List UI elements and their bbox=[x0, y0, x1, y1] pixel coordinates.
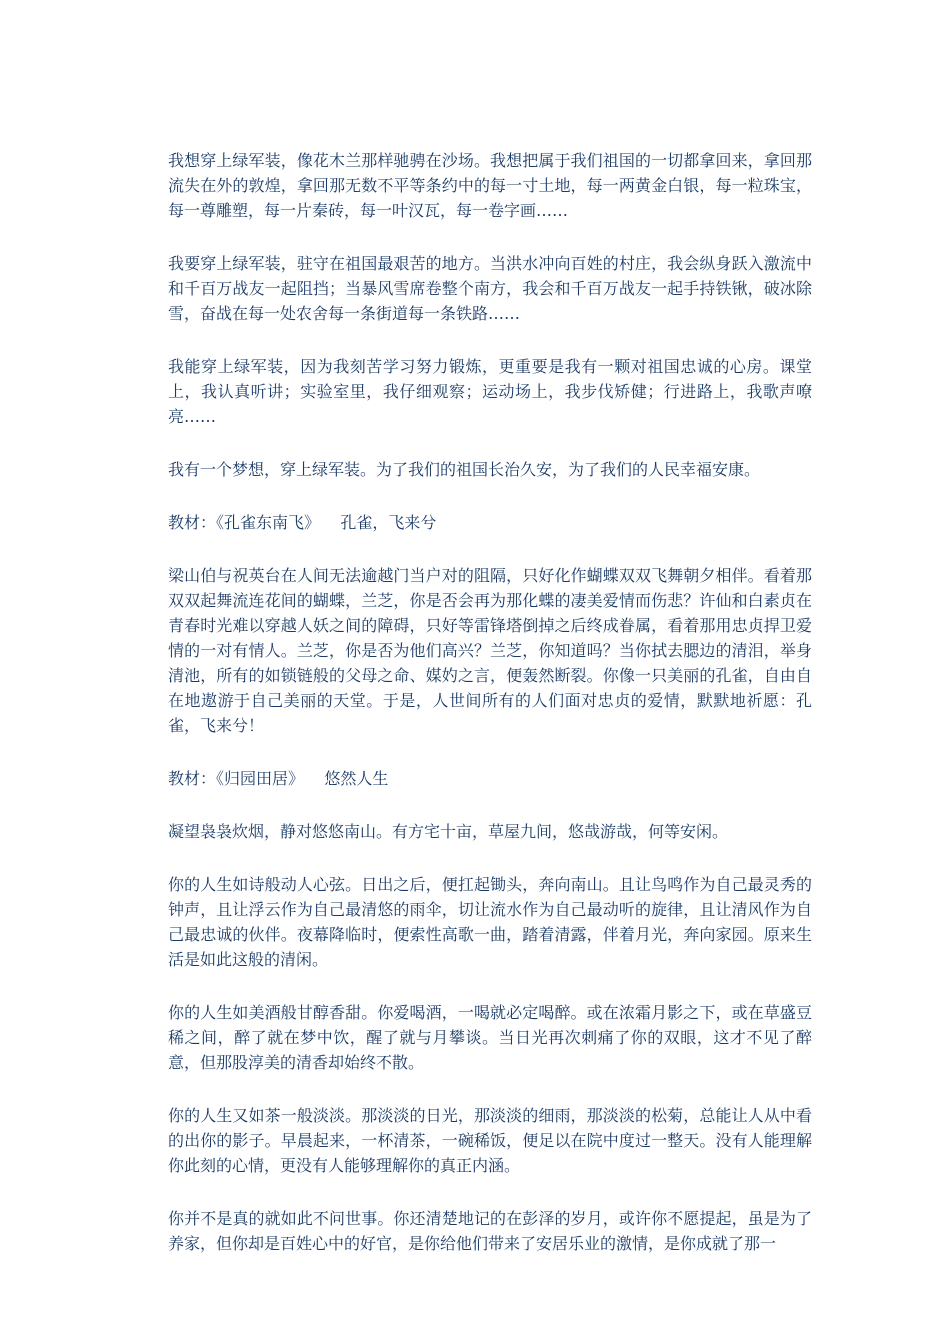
paragraph: 我有一个梦想，穿上绿军装。为了我们的祖国长治久安，为了我们的人民幸福安康。 bbox=[168, 460, 761, 479]
paragraph: 梁山伯与祝英台在人间无法逾越门当户对的阻隔，只好化作蝴蝶双双飞舞朝夕相伴。看着那双双起舞流连花间的蝴蝶，兰芝，你是否会再为那化蝶的凄美爱情而伤悲？许仙和白素贞在青春时光难以穿越人妖之间的障碍，只好等雷锋塔倒掉之后终成眷属，看着那用忠贞捍卫爱情的一对有情人。兰芝，你是否为他们高兴？兰芝，你知道吗？当你拭去腮边的清泪，举身清池，所有的如锁链般的父母之命、媒妁之言，便轰然断裂。你像一只美丽的孔雀，自由自在地遨游于自己美丽的天堂。于是，人世间所有的人们面对忠贞的爱情，默默地祈愿：孔雀，飞来兮！ bbox=[168, 566, 812, 735]
paragraph: 我想穿上绿军装，像花木兰那样驰骋在沙场。我想把属于我们祖国的一切都拿回来，拿回那流失在外的敦煌，拿回那无数不平等条约中的每一寸土地，每一两黄金白银，每一粒珠宝，每一尊雕塑，每一片秦砖，每一叶汉瓦，每一卷字画…… bbox=[168, 151, 812, 220]
document-body bbox=[168, 148, 812, 1284]
section-heading: 教材：《归园田居》 悠然人生 bbox=[168, 769, 389, 788]
section-heading: 教材：《孔雀东南飞》 孔雀，飞来兮 bbox=[168, 513, 437, 532]
paragraph: 你并不是真的就如此不问世事。你还清楚地记的在彭泽的岁月，或许你不愿提起，虽是为了养家，但你却是百姓心中的好官，是你给他们带来了安居乐业的激情，是你成就了那一 bbox=[168, 1209, 812, 1253]
paragraph: 你的人生如诗般动人心弦。日出之后，便扛起锄头，奔向南山。且让鸟鸣作为自己最灵秀的钟声，且让浮云作为自己最清悠的雨伞，切让流水作为自己最动听的旋律，且让清风作为自己最忠诚的伙伴。夜幕降临时，便索性高歌一曲，踏着清露，伴着月光，奔向家园。原来生活是如此这般的清闲。 bbox=[168, 875, 812, 969]
paragraph: 我要穿上绿军装，驻守在祖国最艰苦的地方。当洪水冲向百姓的村庄，我会纵身跃入激流中和千百万战友一起阻挡；当暴风雪席卷整个南方，我会和千百万战友一起手持铁锹，破冰除雪，奋战在每一处农舍每一条街道每一条铁路…… bbox=[168, 254, 812, 323]
paragraph: 凝望袅袅炊烟，静对悠悠南山。有方宅十亩，草屋九间，悠哉游哉，何等安闲。 bbox=[168, 822, 729, 841]
paragraph: 你的人生又如茶一般淡淡。那淡淡的日光，那淡淡的细雨，那淡淡的松菊，总能让人从中看的出你的影子。早晨起来，一杯清茶，一碗稀饭，便足以在院中度过一整天。没有人能理解你此刻的心情，更没有人能够理解你的真正内涵。 bbox=[168, 1106, 812, 1175]
paragraph: 我能穿上绿军装，因为我刻苦学习努力锻炼，更重要是我有一颗对祖国忠诚的心房。课堂上，我认真听讲；实验室里，我仔细观察；运动场上，我步伐矫健；行进路上，我歌声嘹亮…… bbox=[168, 357, 812, 426]
paragraph: 你的人生如美酒般甘醇香甜。你爱喝酒，一喝就必定喝醉。或在浓霜月影之下，或在草盛豆稀之间，醉了就在梦中饮，醒了就与月攀谈。当日光再次刺痛了你的双眼，这才不见了醉意，但那股淳美的清香却始终不散。 bbox=[168, 1003, 812, 1072]
